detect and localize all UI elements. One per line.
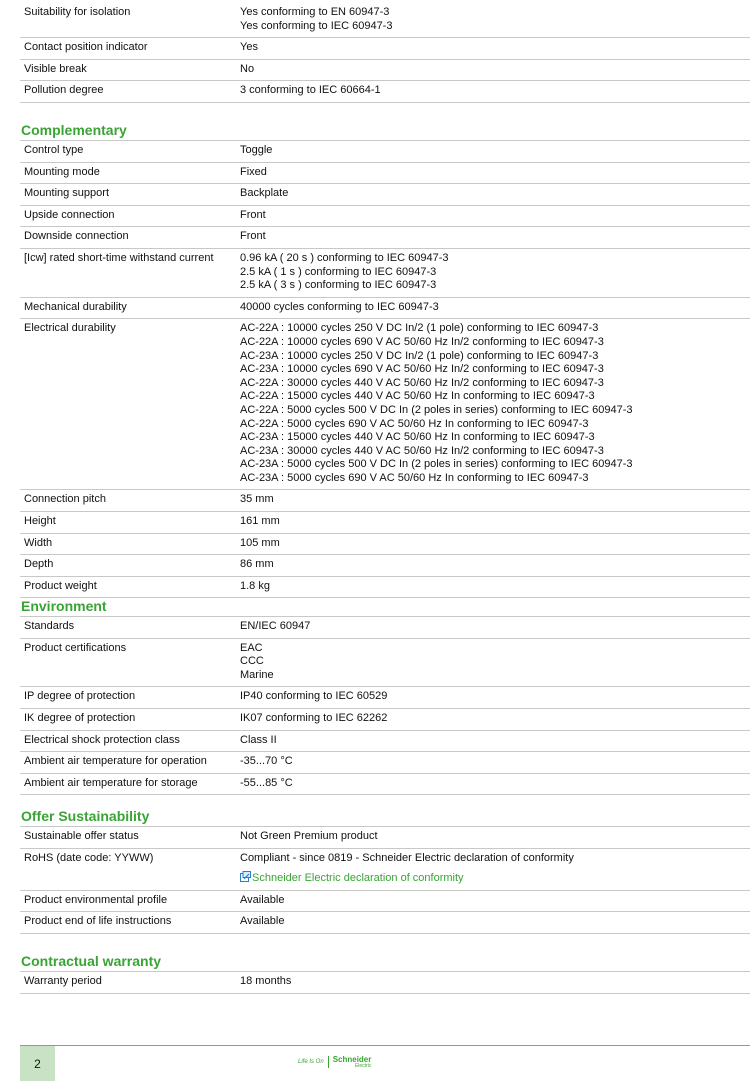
spec-value-line: AC-23A : 5000 cycles 690 V AC 50/60 Hz In conforming to IEC 60947-3: [240, 471, 589, 484]
table-row: [20, 81, 750, 103]
section-title: Offer Sustainability: [21, 808, 150, 824]
spec-table: [20, 971, 750, 994]
spec-value-line: EAC: [240, 641, 263, 654]
spec-value: [240, 642, 750, 683]
spec-key: Contact position indicator: [24, 41, 148, 54]
tagline: Life Is On: [298, 1059, 324, 1065]
spec-value-line: Yes conforming to EN 60947-3: [240, 6, 390, 18]
table-row: [20, 512, 750, 534]
table-row: [20, 827, 750, 849]
spec-value: [240, 6, 750, 33]
spec-key: RoHS (date code: YYWW): [24, 851, 154, 864]
spec-value: [240, 915, 750, 929]
spec-value-line: CCC: [240, 655, 264, 668]
spec-value-line: Front: [240, 208, 266, 221]
page-footer: [20, 1045, 750, 1081]
section-title: Contractual warranty: [21, 953, 162, 969]
spec-value: [240, 493, 750, 507]
spec-value: [240, 515, 750, 529]
spec-value: [240, 41, 750, 55]
page-number-box: [20, 1046, 55, 1081]
declaration-link-text: Schneider Electric declaration of conformity: [252, 872, 464, 885]
spec-value-line: No: [240, 62, 255, 75]
spec-key: Mounting support: [24, 187, 109, 200]
spec-value-line: AC-23A : 10000 cycles 250 V DC In/2 (1 pole) conforming to IEC 60947-3: [240, 349, 599, 362]
spec-value-line: 2.5 kA ( 1 s ) conforming to IEC 60947-3: [240, 265, 437, 278]
table-row: [20, 972, 750, 994]
table-row: [20, 555, 750, 577]
table-row: [20, 184, 750, 206]
spec-value-line: AC-22A : 10000 cycles 250 V DC In/2 (1 pole) conforming to IEC 60947-3: [240, 322, 599, 335]
table-row: [20, 891, 750, 913]
spec-value-line: Available: [240, 915, 285, 928]
table-row: [20, 774, 750, 796]
spec-value-line: 105 mm: [240, 536, 280, 549]
spec-key: Ambient air temperature for operation: [24, 755, 207, 768]
spec-value-line: Not Green Premium product: [240, 830, 378, 842]
spec-value: [240, 894, 750, 908]
spec-value-line: IK07 conforming to IEC 62262: [240, 711, 388, 724]
table-row: [20, 617, 750, 639]
spec-value-line: Front: [240, 230, 266, 243]
spec-value: [240, 755, 750, 769]
spec-key: Mechanical durability: [24, 300, 127, 313]
table-row: [20, 731, 750, 753]
spec-value-line: 1.8 kg: [240, 579, 270, 592]
table-row: [20, 298, 750, 320]
spec-key: Mounting mode: [24, 165, 100, 178]
spec-key: Sustainable offer status: [24, 830, 139, 842]
spec-table: [20, 616, 750, 795]
spec-key: Product certifications: [24, 641, 127, 654]
spec-value: [240, 144, 750, 158]
spec-value-line: Fixed: [240, 165, 267, 178]
table-row: [20, 3, 750, 38]
table-row: [20, 227, 750, 249]
spec-table: [20, 3, 750, 103]
spec-value-line: Yes conforming to IEC 60947-3: [240, 19, 393, 32]
spec-value-line: 86 mm: [240, 558, 274, 571]
spec-key: Standards: [24, 620, 75, 632]
spec-value-line: 0.96 kA ( 20 s ) conforming to IEC 60947-3: [240, 251, 449, 264]
spec-value: [240, 777, 750, 791]
spec-value-line: EN/IEC 60947: [240, 620, 311, 632]
spec-value: [240, 322, 750, 485]
table-row: [20, 249, 750, 298]
table-row: [20, 490, 750, 512]
spec-value: [240, 252, 750, 293]
section-offer-sustainability: [20, 808, 750, 934]
spec-value-line: AC-22A : 5000 cycles 690 V AC 50/60 Hz In conforming to IEC 60947-3: [240, 417, 589, 430]
spec-value: [240, 230, 750, 244]
spec-value: [240, 712, 750, 726]
spec-key: Product end of life instructions: [24, 915, 172, 928]
spec-key: Electrical durability: [24, 322, 116, 335]
spec-value: [240, 558, 750, 572]
spec-key: [Icw] rated short-time withstand current: [24, 251, 214, 264]
spec-key: Product weight: [24, 579, 97, 592]
spec-key: Ambient air temperature for storage: [24, 776, 198, 789]
logo-divider: [328, 1056, 329, 1068]
spec-value-line: 35 mm: [240, 493, 274, 506]
section-title: Environment: [21, 598, 107, 614]
spec-value: [240, 301, 750, 315]
spec-key: Pollution degree: [24, 84, 104, 97]
spec-value-line: AC-22A : 15000 cycles 440 V AC 50/60 Hz In conforming to IEC 60947-3: [240, 390, 595, 403]
table-row: [20, 639, 750, 688]
spec-value-line: Compliant - since 0819 - Schneider Electric declaration of conformity: [240, 851, 574, 864]
table-row: [20, 577, 750, 599]
spec-value-line: Yes: [240, 41, 258, 54]
spec-key: Width: [24, 536, 53, 549]
spec-value-line: AC-23A : 5000 cycles 500 V DC In (2 poles in series) conforming to IEC 60947-3: [240, 458, 633, 471]
brand-name: Schneider: [332, 1054, 372, 1064]
spec-value: [240, 580, 750, 594]
spec-value: [240, 209, 750, 223]
table-row: [20, 709, 750, 731]
spec-value-line: -55...85 °C: [240, 776, 293, 789]
spec-key: Product environmental profile: [24, 893, 168, 906]
spec-value-line: 40000 cycles conforming to IEC 60947-3: [240, 300, 439, 313]
spec-key: Upside connection: [24, 208, 115, 221]
spec-value-line: Backplate: [240, 187, 289, 200]
section-isolation: [20, 3, 750, 103]
table-row: [20, 163, 750, 185]
page-number: 2: [34, 1057, 41, 1071]
spec-value-line: -35...70 °C: [240, 755, 293, 768]
spec-table: [20, 140, 750, 598]
spec-value: [240, 734, 750, 748]
spec-key: Visible break: [24, 62, 87, 75]
table-row: [20, 752, 750, 774]
table-row: [20, 60, 750, 82]
spec-value-line: Class II: [240, 733, 277, 746]
spec-value: [240, 537, 750, 551]
spec-key: Downside connection: [24, 230, 129, 243]
spec-value-line: AC-22A : 5000 cycles 500 V DC In (2 poles in series) conforming to IEC 60947-3: [240, 403, 633, 416]
spec-key: IK degree of protection: [24, 711, 136, 724]
spec-key: Warranty period: [24, 975, 102, 987]
table-row: [20, 38, 750, 60]
spec-value: [240, 63, 750, 77]
spec-value: [240, 166, 750, 180]
external-link-icon: [240, 871, 251, 882]
table-row: [20, 319, 750, 490]
brand-sub: Electric: [354, 1062, 372, 1069]
spec-key: Connection pitch: [24, 493, 106, 506]
brand-wordmark: [333, 1056, 372, 1069]
spec-value: [240, 852, 750, 886]
declaration-link[interactable]: [240, 871, 750, 886]
table-row: [20, 912, 750, 934]
schneider-logo: [298, 1054, 371, 1070]
spec-key: IP degree of protection: [24, 690, 136, 703]
table-row: [20, 849, 750, 891]
table-row: [20, 687, 750, 709]
table-row: [20, 206, 750, 228]
spec-key: Control type: [24, 144, 84, 156]
spec-value: [240, 84, 750, 98]
spec-value: [240, 187, 750, 201]
spec-value-line: Available: [240, 893, 285, 906]
spec-value-line: AC-22A : 10000 cycles 690 V AC 50/60 Hz In/2 conforming to IEC 60947-3: [240, 335, 604, 348]
section-environment: [20, 598, 750, 795]
spec-value-line: 161 mm: [240, 515, 280, 528]
spec-value-line: AC-22A : 30000 cycles 440 V AC 50/60 Hz In/2 conforming to IEC 60947-3: [240, 376, 604, 389]
spec-value-line: IP40 conforming to IEC 60529: [240, 690, 388, 703]
spec-table: [20, 826, 750, 934]
spec-value: [240, 690, 750, 704]
spec-value: [240, 975, 750, 989]
spec-value-line: 18 months: [240, 975, 292, 987]
spec-key: Electrical shock protection class: [24, 733, 180, 746]
section-title: Complementary: [21, 122, 127, 138]
spec-value-line: 2.5 kA ( 3 s ) conforming to IEC 60947-3: [240, 279, 437, 292]
section-complementary: [20, 122, 750, 598]
spec-value-line: AC-23A : 30000 cycles 440 V AC 50/60 Hz In/2 conforming to IEC 60947-3: [240, 444, 604, 457]
spec-key: Height: [24, 515, 56, 528]
spec-value-line: 3 conforming to IEC 60664-1: [240, 84, 381, 97]
table-row: [20, 141, 750, 163]
spec-value: [240, 830, 750, 844]
spec-value-line: AC-23A : 10000 cycles 690 V AC 50/60 Hz In/2 conforming to IEC 60947-3: [240, 363, 604, 376]
spec-value-line: Toggle: [240, 144, 273, 156]
spec-key: Depth: [24, 558, 54, 571]
spec-value-line: Marine: [240, 668, 274, 681]
spec-value-line: AC-23A : 15000 cycles 440 V AC 50/60 Hz In conforming to IEC 60947-3: [240, 431, 595, 444]
spec-key: Suitability for isolation: [24, 6, 131, 18]
table-row: [20, 534, 750, 556]
section-contractual-warranty: [20, 953, 750, 994]
spec-value: [240, 620, 750, 634]
